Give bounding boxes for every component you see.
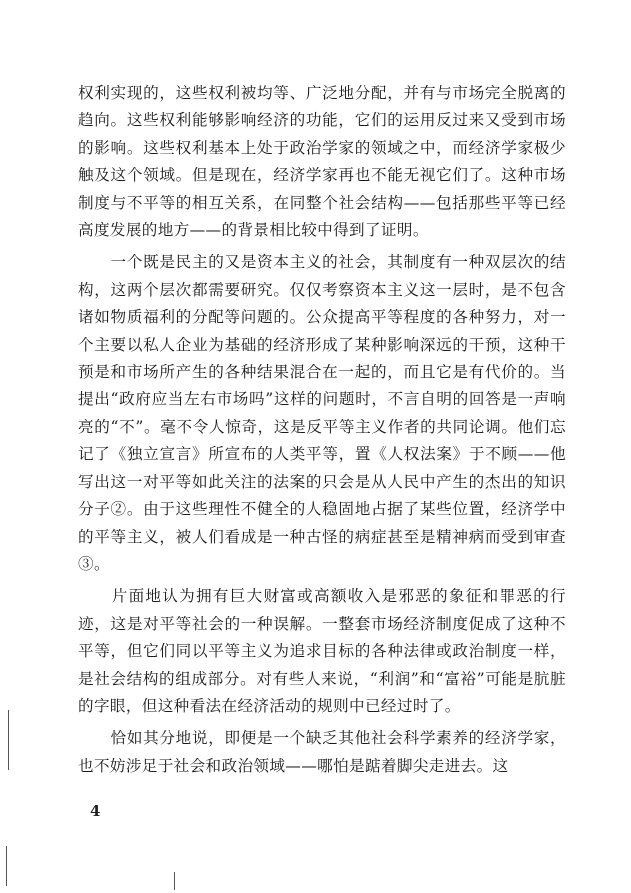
page-body — [78, 80, 566, 780]
scan-margin-line-bottom-center — [174, 872, 175, 890]
scan-margin-line-bottom — [6, 846, 7, 886]
paragraph-4: 恰如其分地说，即便是一个缺乏其他社会科学素养的经济学家，也不妨涉足于社会和政治领域——哪怕是踮着脚尖走进去。这 — [78, 729, 566, 775]
scan-margin-line-left — [8, 710, 9, 770]
paragraph-1: 权利实现的，这些权利被均等、广泛地分配，并有与市场完全脱离的趋向。这些权利能够影响经济的功能，它们的运用反过来又受到市场的影响。这些权利基本上处于政治学家的领域之中，而经济学家极少触及这个领域。但是现在，经济学家再也不能无视它们了。这种市场制度与不平等的相互关系，在同整个社会结构——包括那些平等已经高度发展的地方——的背景相比较中得到了证明。 — [78, 84, 566, 240]
paragraph-3: 片面地认为拥有巨大财富或高额收入是邪恶的象征和罪恶的行迹，这是对平等社会的一种误解。一整套市场经济制度促成了这种不平等，但它们同以平等主义为追求目标的各种法律或政治制度一样，是社会结构的组成部分。对有些人来说，“利润”和“富裕”可能是肮脏的字眼，但这种看法在经济活动的规则中已经过时了。 — [78, 587, 566, 715]
page-number: 4 — [90, 802, 101, 820]
paragraph-2: 一个既是民主的又是资本主义的社会，其制度有一种双层次的结构，这两个层次都需要研究。仅仅考察资本主义这一层时，是不包含诸如物质福利的分配等问题的。公众提高平等程度的各种努力，对一个主要以私人企业为基础的经济形成了某种影响深远的干预，这种干预是和市场所产生的各种结果混合在一起的，而且它是有代价的。当提出“政府应当左右市场吗”这样的问题时，不言自明的回答是一声响亮的“不”。毫不令人惊奇，这是反平等主义作者的共同论调。他们忘记了《独立宣言》所宣布的人类平等，置《人权法案》于不顾——他写出这一对平等如此关注的法案的只会是从人民中产生的杰出的知识分子②。由于这些理性不健全的人稳固地占据了某些位置，经济学中的平等主义，被人们看成是一种古怪的病症甚至是精神病而受到审查③。 — [78, 253, 566, 573]
